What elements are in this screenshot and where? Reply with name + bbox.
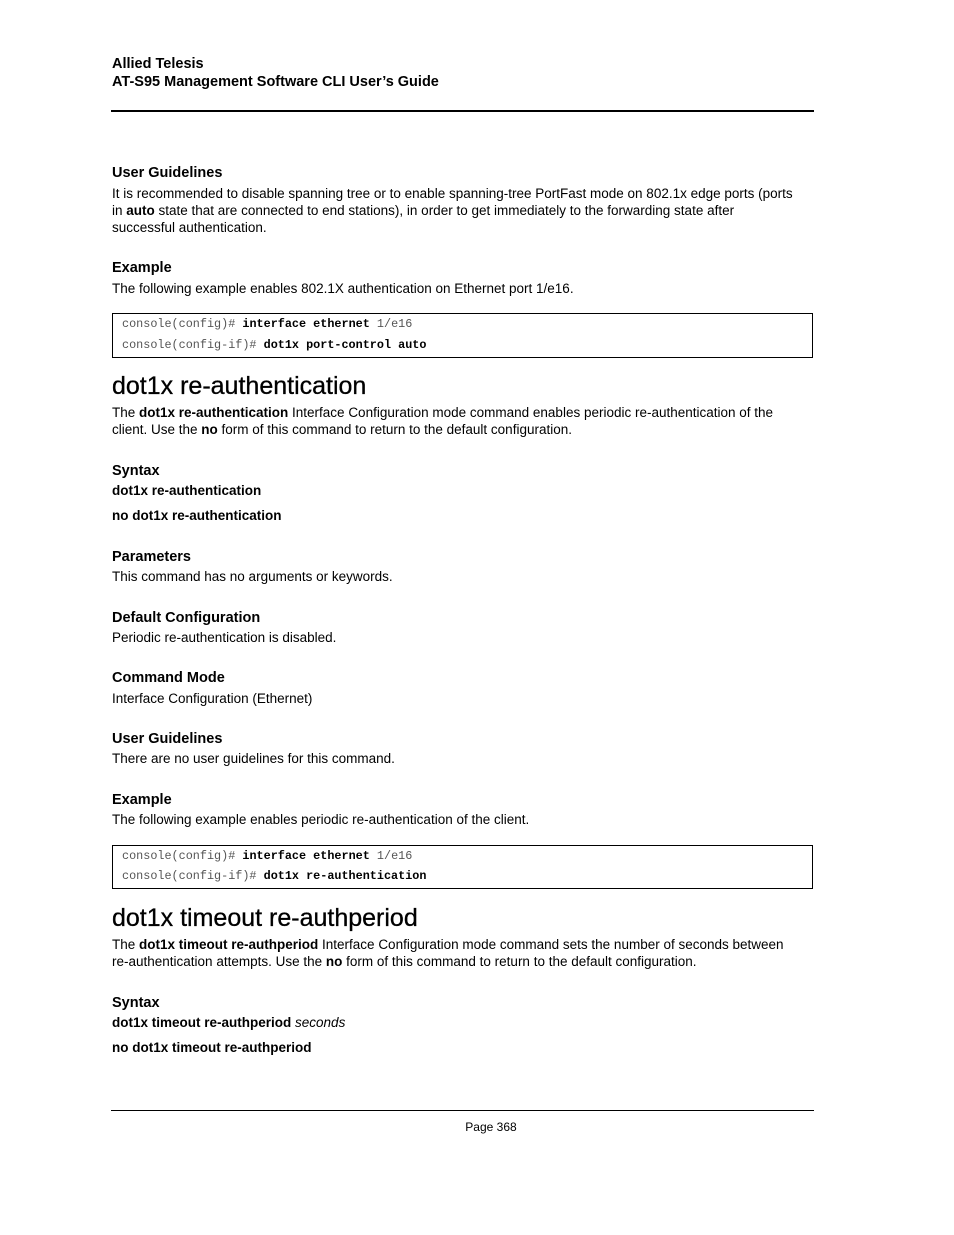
code-line: console(config)# interface ethernet 1/e16: [122, 849, 413, 863]
code-line: console(config)# interface ethernet 1/e16: [122, 317, 413, 331]
syntax-no-line: no dot1x timeout re-authperiod: [112, 1040, 312, 1055]
code-line: console(config-if)# dot1x port-control auto: [122, 338, 427, 352]
user-guidelines-text: There are no user guidelines for this command.: [112, 751, 395, 766]
section-title: dot1x timeout re-authperiod: [112, 904, 418, 932]
footer-rule: [111, 1110, 814, 1111]
example-text: The following example enables 802.1X authentication on Ethernet port 1/e16.: [112, 281, 574, 296]
command-mode-heading: Command Mode: [112, 670, 225, 686]
syntax-heading: Syntax: [112, 995, 160, 1011]
code-block: [112, 313, 813, 358]
parameters-text: This command has no arguments or keywords.: [112, 569, 393, 584]
example-heading: Example: [112, 260, 172, 276]
example-heading: Example: [112, 792, 172, 808]
user-guidelines-text: It is recommended to disable spanning tree or to enable spanning-tree PortFast mode on 802.1x edge ports (ports in auto state that are connected to end stations), in order to get immediately to the forwarding state after successful authentication.: [112, 186, 793, 235]
syntax-heading: Syntax: [112, 463, 160, 479]
syntax-line: dot1x re-authentication: [112, 483, 262, 498]
default-config-heading: Default Configuration: [112, 610, 261, 626]
section-intro: The dot1x re-authentication Interface Configuration mode command enables periodic re-authentication of the client. Use the no form of this command to return to the default configuration.: [112, 405, 774, 437]
user-guidelines-heading: User Guidelines: [112, 731, 223, 747]
syntax-line: dot1x timeout re-authperiod seconds: [112, 1015, 346, 1030]
section-intro: The dot1x timeout re-authperiod Interface Configuration mode command sets the number of seconds between re-authentication attempts. Use the no form of this command to return to the default configuration.: [112, 937, 784, 969]
header-rule: [111, 110, 814, 112]
syntax-no-line: no dot1x re-authentication: [112, 508, 282, 523]
page-number: Page 368: [465, 1120, 517, 1134]
command-mode-text: Interface Configuration (Ethernet): [112, 691, 313, 706]
default-config-text: Periodic re-authentication is disabled.: [112, 630, 337, 645]
parameters-heading: Parameters: [112, 549, 191, 565]
company-name: Allied Telesis: [112, 56, 204, 72]
section-title: dot1x re-authentication: [112, 372, 367, 400]
guide-title: AT-S95 Management Software CLI User’s Guide: [112, 74, 439, 90]
code-block: [112, 845, 813, 889]
user-guidelines-heading: User Guidelines: [112, 165, 223, 181]
code-line: console(config-if)# dot1x re-authentication: [122, 869, 427, 883]
example-text: The following example enables periodic re-authentication of the client.: [112, 812, 530, 827]
